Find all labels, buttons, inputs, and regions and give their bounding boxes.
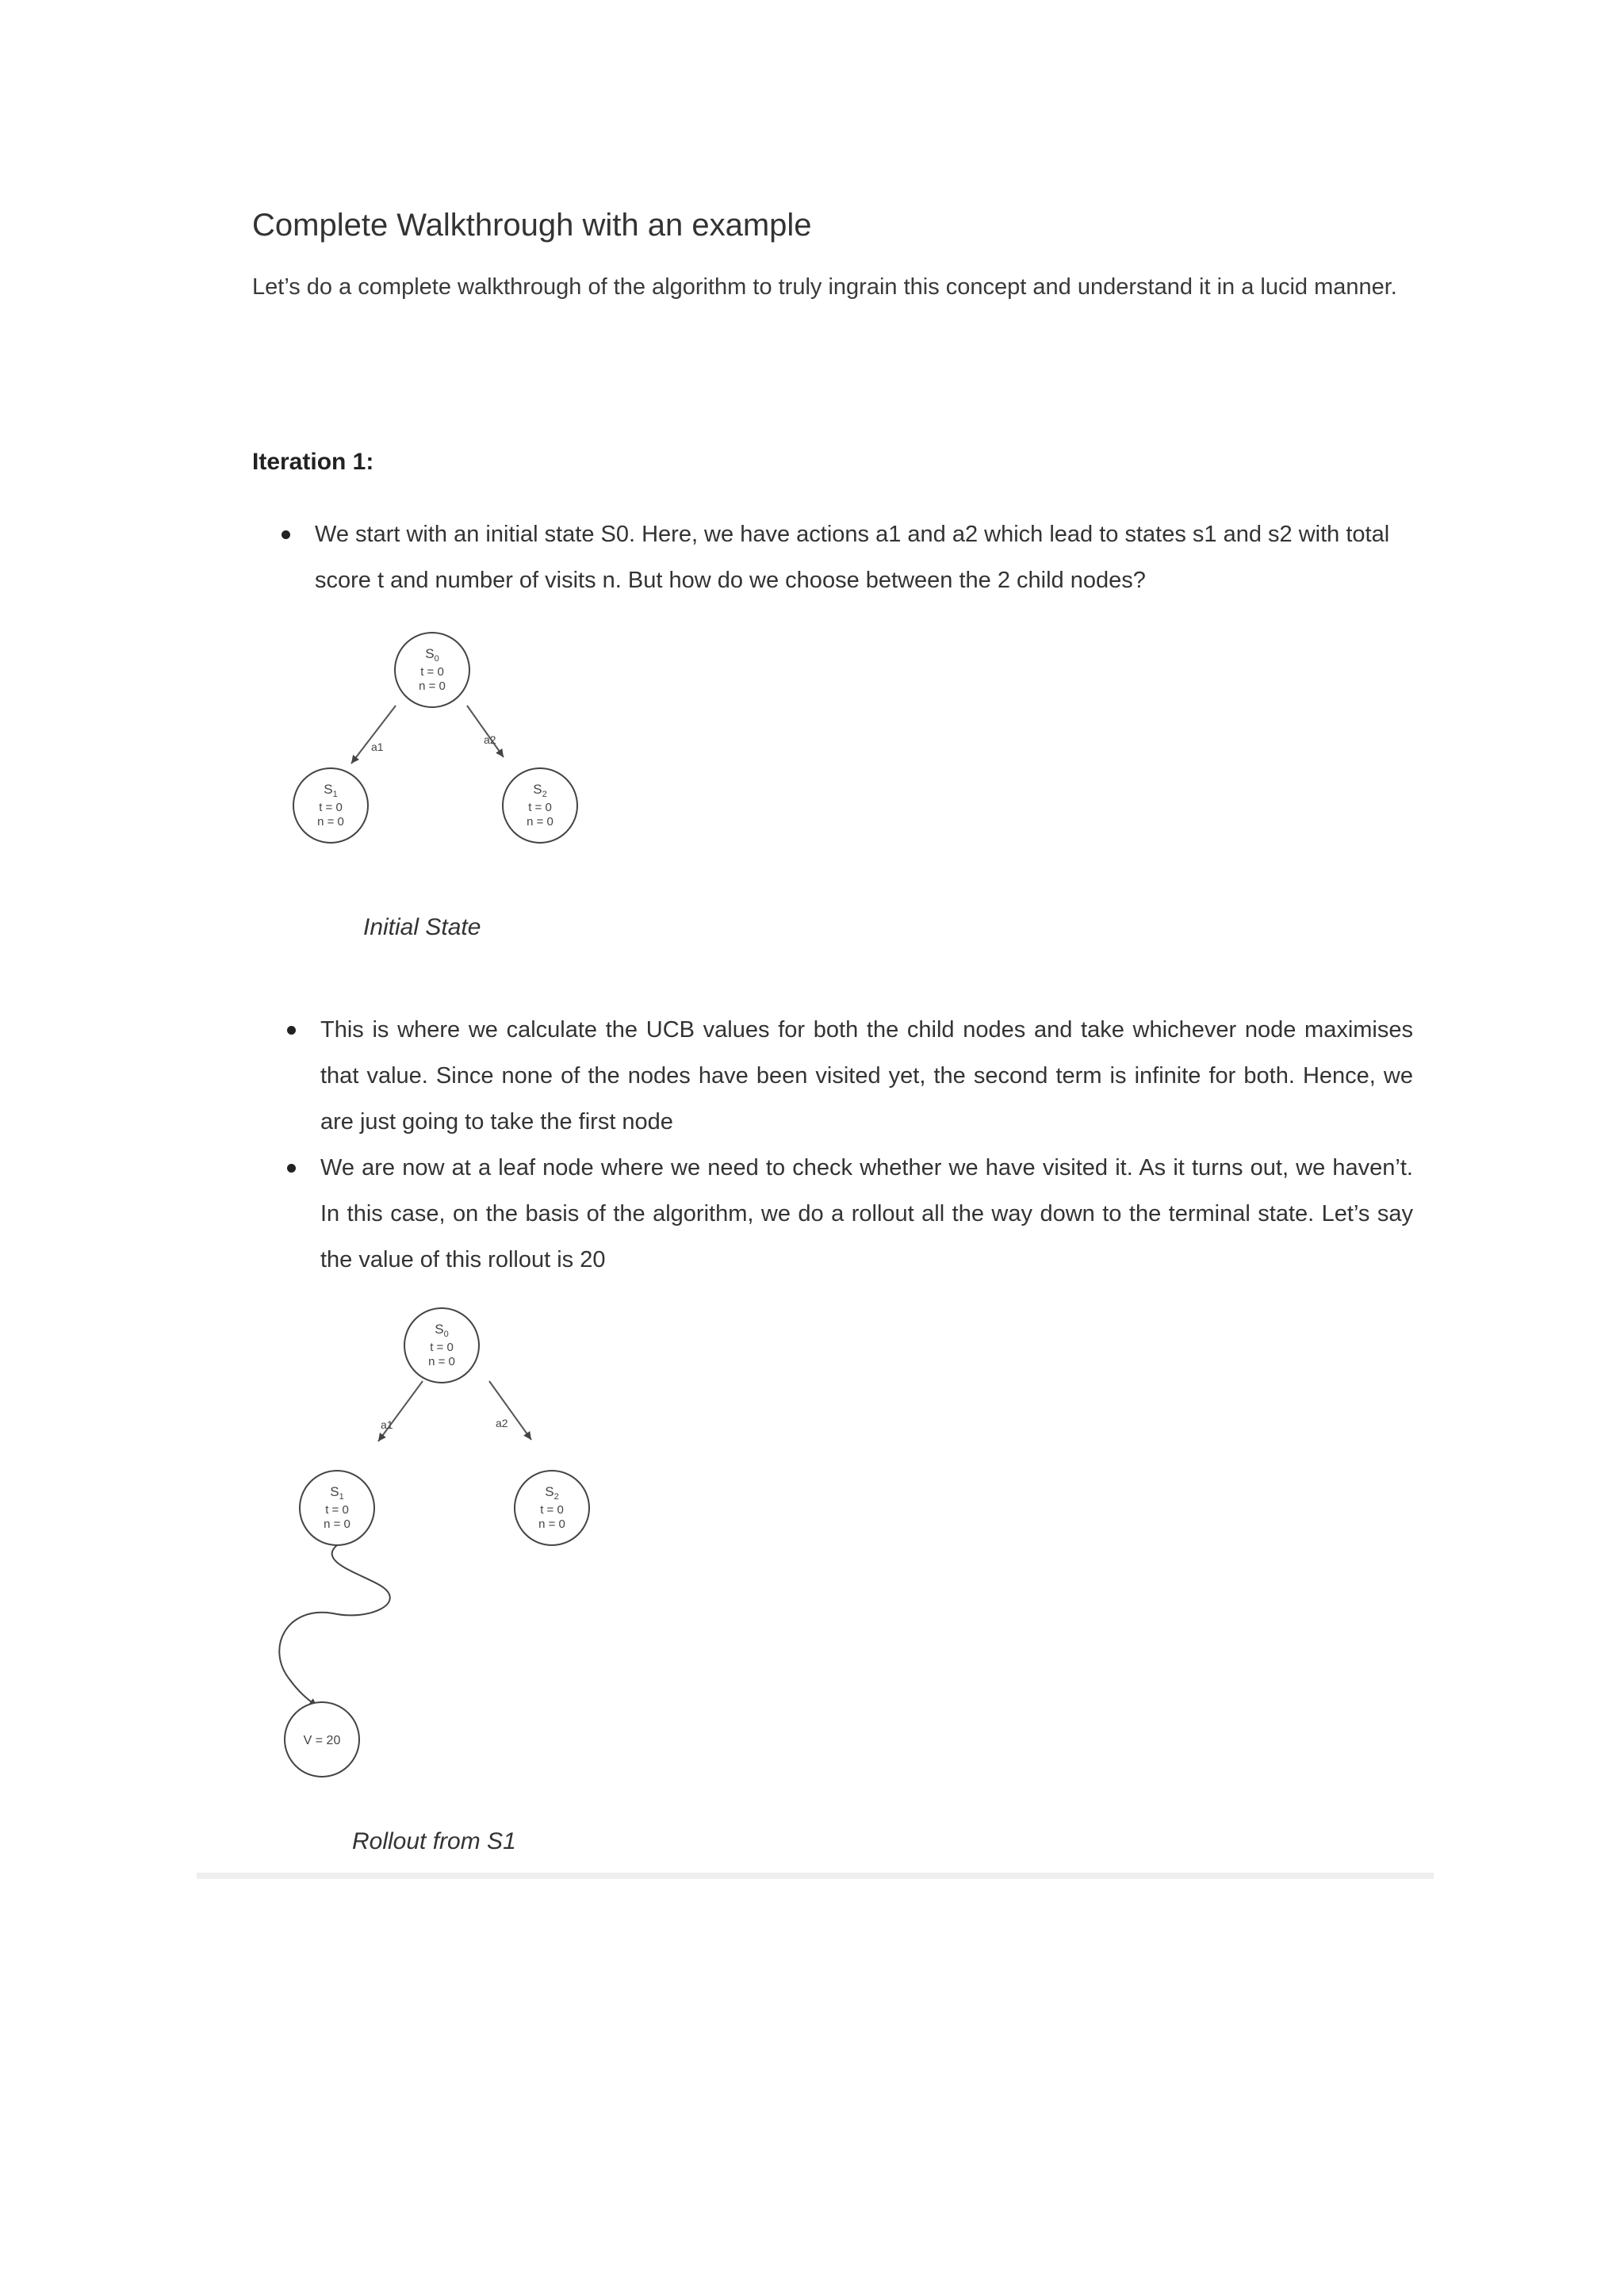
figure-caption-initial: Initial State	[363, 914, 481, 940]
edge-a2	[467, 706, 504, 757]
list-item	[282, 511, 1415, 603]
edge-label-a2: a2	[496, 1417, 508, 1429]
list-item	[287, 1007, 1413, 1145]
tree-node-s2	[503, 768, 577, 843]
tree-node-s1	[293, 768, 368, 843]
svg-text:t = 0: t = 0	[430, 1341, 454, 1354]
section-divider	[197, 1873, 1434, 1879]
bullet-text: We are now at a leaf node where we need to check whether we have visited it. As it turns out, we haven’t. In this case, on the basis of the algorithm, we do a rollout all the way down to the terminal state. Let’s say the value of this rollout is 20	[320, 1155, 1413, 1272]
svg-text:V = 20: V = 20	[303, 1734, 341, 1747]
svg-text:S2: $S_2$	[533, 782, 547, 799]
tree-node-s0	[395, 633, 469, 707]
bullet-text: This is where we calculate the UCB values for both the child nodes and take whichever node maximises that value. Since none of the nodes have been visited yet, the second term is infinite for both. Hence, we are just going to take the first node	[320, 1017, 1413, 1135]
edge-a1	[351, 706, 396, 763]
svg-text:t = 0: t = 0	[540, 1503, 564, 1517]
bullet-text: We start with an initial state S0. Here, we have actions a1 and a2 which lead to states s1 and s2 with total score t and number of visits n. But how do we choose between the 2 child nodes?	[315, 522, 1390, 593]
bullet-dot	[287, 1026, 296, 1035]
svg-text:S1: $S_1$	[330, 1484, 344, 1502]
terminal-node	[285, 1702, 359, 1777]
bullet-list-2	[287, 1007, 1413, 1283]
svg-text:t = 0: t = 0	[528, 801, 552, 814]
bullet-dot	[287, 1164, 296, 1173]
intro-paragraph: Let’s do a complete walkthrough of the algorithm to truly ingrain this concept and understand it in a lucid manner.	[252, 274, 1397, 300]
bullet-dot	[282, 530, 290, 539]
svg-text:S1: $S_1$	[324, 782, 338, 799]
svg-text:n = 0: n = 0	[419, 679, 446, 693]
tree-node-s1	[300, 1471, 374, 1545]
svg-text:n = 0: n = 0	[527, 815, 553, 828]
tree-diagram-initial	[282, 622, 599, 880]
svg-text:S2: $S_2$	[545, 1484, 559, 1502]
svg-text:S0: $S_0$	[435, 1322, 449, 1339]
tree-diagram-rollout	[270, 1300, 603, 1796]
svg-text:t = 0: t = 0	[319, 801, 343, 814]
svg-text:n = 0: n = 0	[317, 815, 344, 828]
svg-text:t = 0: t = 0	[420, 665, 444, 679]
svg-text:S0: $S_0$	[425, 646, 439, 664]
bullet-list-1	[282, 511, 1415, 603]
page-title: Complete Walkthrough with an example	[252, 208, 812, 243]
list-item	[287, 1145, 1413, 1283]
rollout-path	[279, 1545, 389, 1706]
svg-text:n = 0: n = 0	[428, 1355, 455, 1368]
edge-a1	[378, 1381, 423, 1441]
svg-text:n = 0: n = 0	[324, 1517, 350, 1531]
edge-label-a2: a2	[484, 733, 496, 746]
figure-caption-rollout: Rollout from S1	[352, 1828, 516, 1854]
iteration-heading: Iteration 1:	[252, 449, 374, 475]
edge-label-a1: a1	[381, 1418, 393, 1431]
svg-text:t = 0: t = 0	[325, 1503, 349, 1517]
edge-label-a1: a1	[371, 740, 384, 753]
edge-a2	[489, 1381, 531, 1440]
svg-text:n = 0: n = 0	[538, 1517, 565, 1531]
tree-node-s0	[404, 1308, 479, 1383]
tree-node-s2	[515, 1471, 589, 1545]
